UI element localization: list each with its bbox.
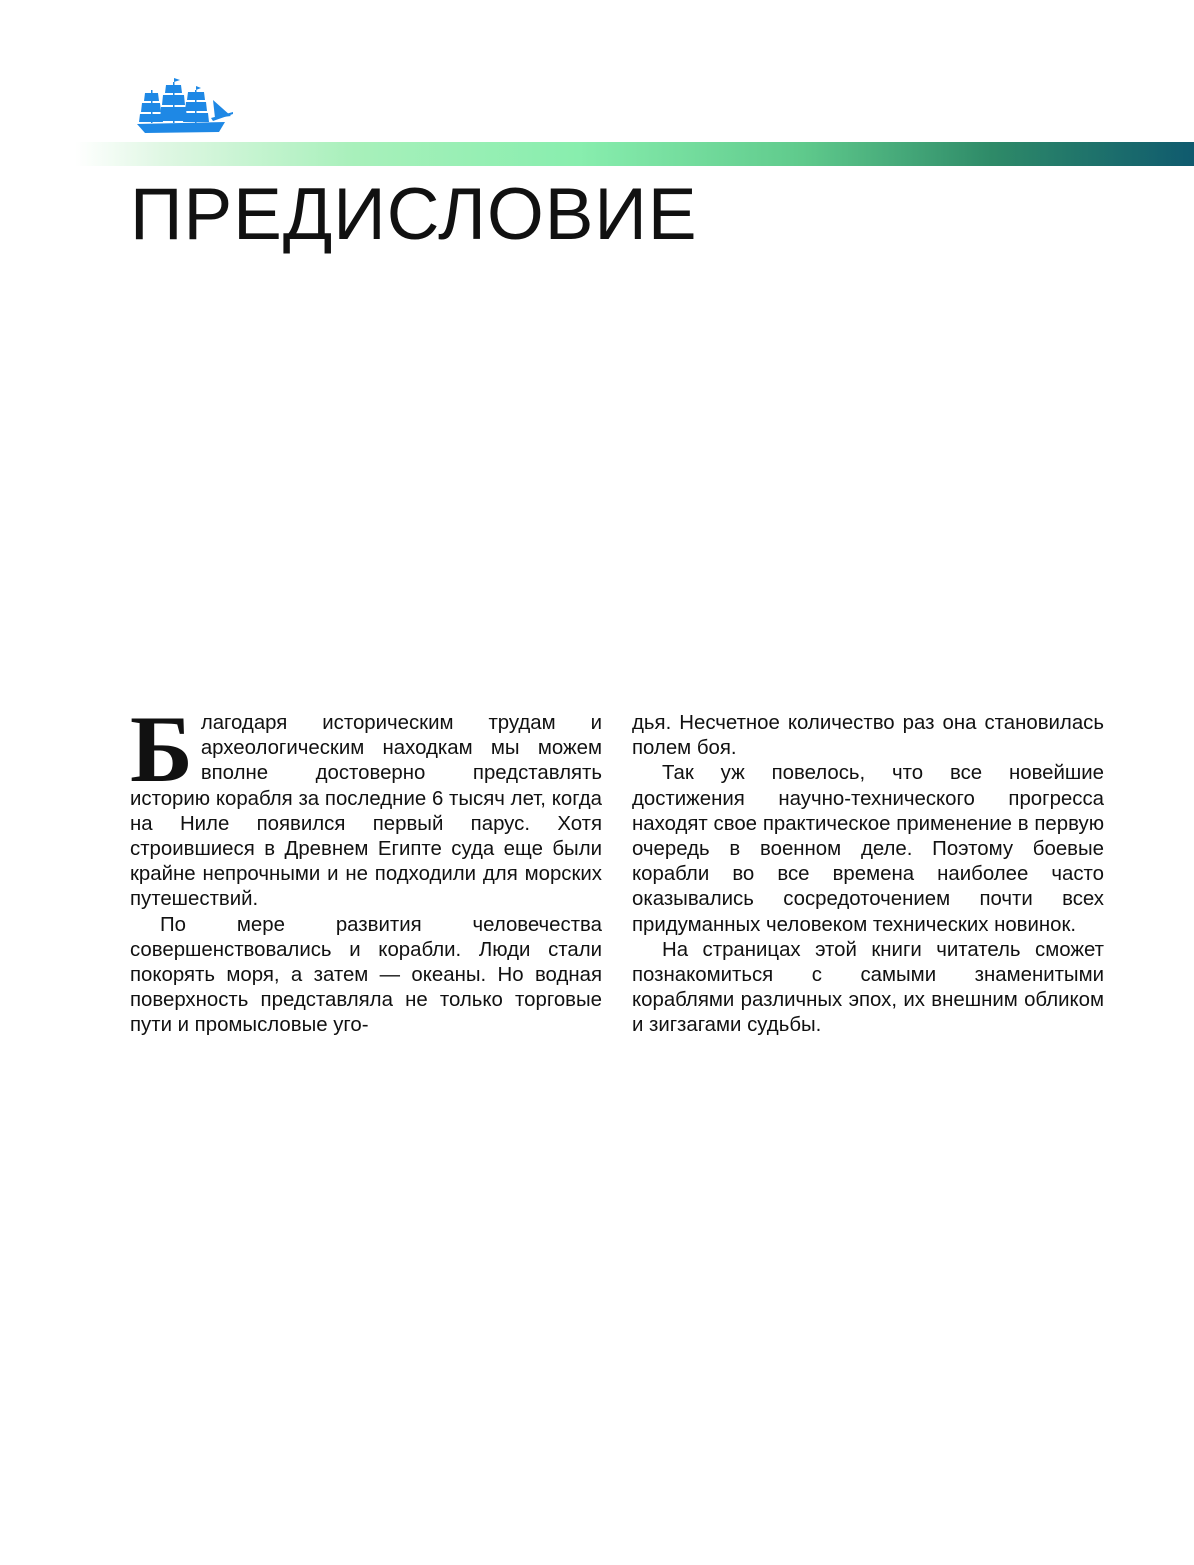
page-title: ПРЕДИСЛОВИЕ — [130, 174, 698, 255]
text-column-left — [130, 696, 602, 1039]
text-column-right — [632, 711, 1104, 1039]
paragraph-development-continued: дья. Несчетное количество раз она становилась полем боя. — [632, 712, 1104, 760]
paragraph-intro — [130, 696, 602, 913]
paragraph-development: По мере развития человечества совершенствовались и корабли. Люди стали покорять моря, а затем — океаны. Но водная поверхность представляла не только торговые пути и промысловые уго- — [130, 913, 602, 1037]
sailing-ship-icon — [135, 78, 235, 138]
paragraph-book-contents: На страницах этой книги читатель сможет познакомиться с самыми знаменитыми кораблями различных эпох, их внешним обликом и зигзагами судьбы. — [632, 938, 1104, 1037]
header-gradient-band — [75, 142, 1194, 166]
paragraph-military: Так уж повелось, что все новейшие достижения научно-технического прогресса находят свое практическое применение в первую очередь в военном деле. Поэтому боевые корабли во все времена наиболее часто оказывались сосредоточением почти всех придуманных человеком технических новинок. — [632, 762, 1104, 936]
paragraph-intro-text: лагодаря историческим трудам и археологическим находкам мы можем вполне достоверно представлять историю корабля за последние 6 тысяч лет, когда на Ниле появился первый парус. Хотя строившиеся в Древнем Египте суда еще были крайне непрочными и не подходили для морских путешествий. — [130, 712, 602, 911]
drop-cap: Б — [130, 696, 193, 802]
